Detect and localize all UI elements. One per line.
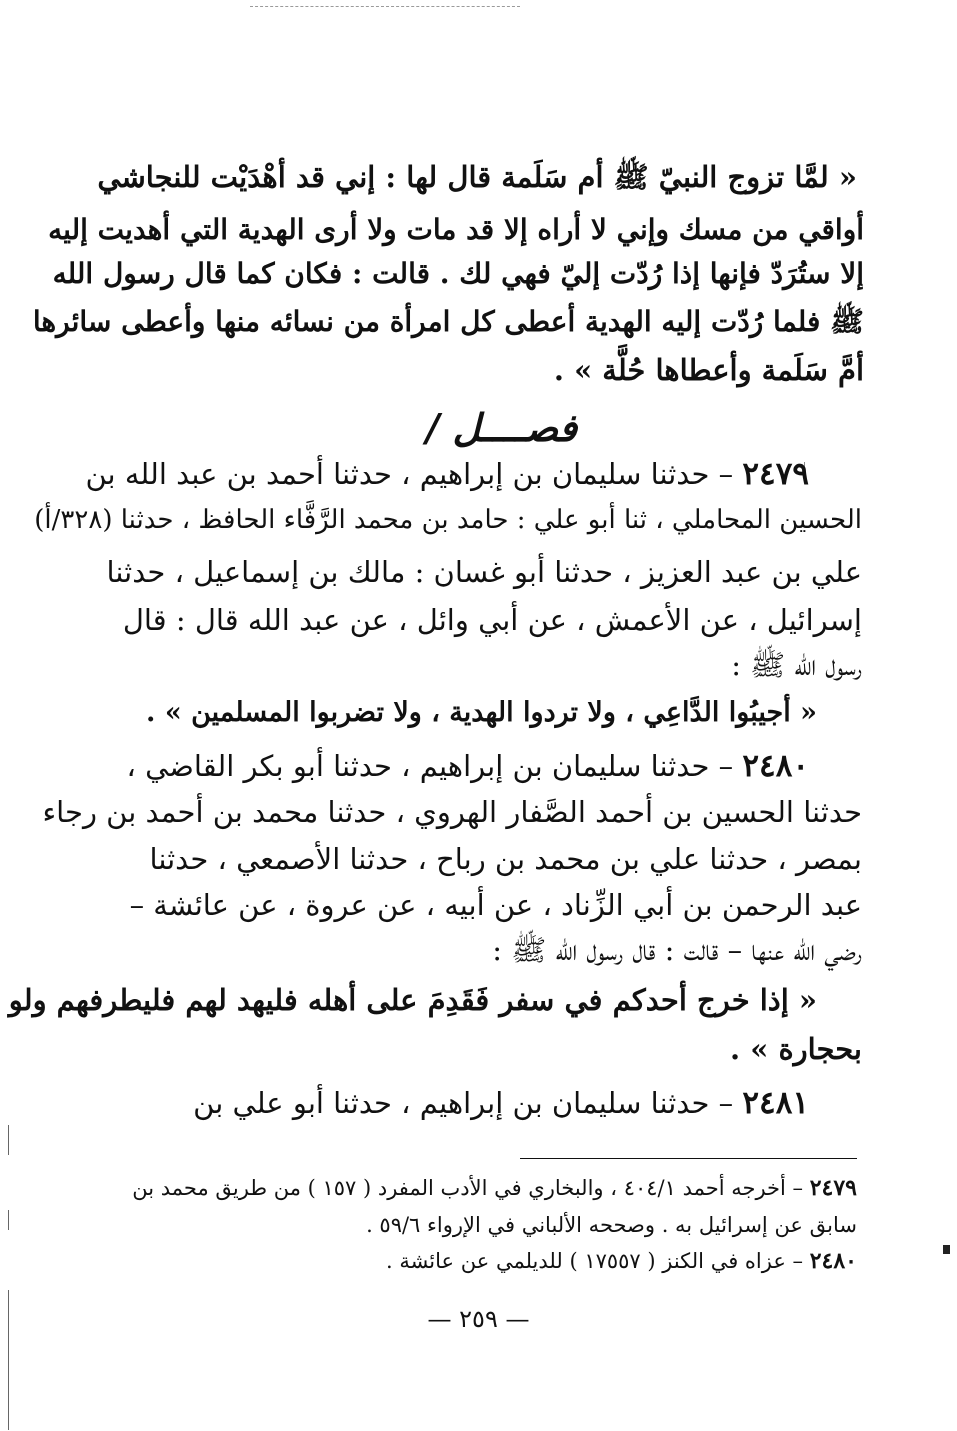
entry-number: ٢٤٨١: [742, 1085, 809, 1121]
footnote-2479-line2: سابق عن إسرائيل به . وصححه الألباني في الإرواء ٥٩/٦ .: [366, 1213, 857, 1237]
footnote-number: ٢٤٧٩: [809, 1175, 857, 1201]
footnote-separator: [520, 1158, 857, 1159]
entry-2480-first-line: [127, 748, 809, 784]
footnote-text: – عزاه في الكنز ( ١٧٥٥٧ ) للديلمي عن عائشة .: [385, 1249, 804, 1273]
hadith-line: أواقي من مسك وإني لا أراه إلا قد مات ولا أرى الهدية التي أهديت إليه: [48, 213, 864, 246]
scan-edge-line: [8, 1125, 9, 1155]
entry-line: بمصر ، حدثنا علي بن محمد بن رباح ، حدثنا الأصمعي ، حدثنا: [149, 842, 862, 876]
hadith-line: « إذا خرج أحدكم في سفر فَقَدِمَ على أهله فليهد لهم فليطرفهم ولو: [8, 983, 817, 1017]
footnote-text: – أخرجه أحمد ٤٠٤/١ ، والبخاري في الأدب المفرد ( ١٥٧ ) من طريق محمد بن: [132, 1176, 804, 1200]
hadith-line: إلا ستُرَدّ فإنها إذا رُدّت إليّ فهي لك . قالت : فكان كما قال رسول الله: [52, 257, 864, 290]
footnote-number: ٢٤٨٠: [809, 1248, 857, 1274]
entry-text: – حدثنا سليمان بن إبراهيم ، حدثنا أحمد بن عبد الله بن: [85, 457, 734, 491]
footnote-2480-line1: [386, 1248, 857, 1274]
entry-line: الحسين المحاملي ، ثنا أبو علي : حامد بن محمد الرَّفَّاء الحافظ ، حدثنا (٣٢٨/أ): [34, 505, 862, 535]
entry-line: علي بن عبد العزيز ، حدثنا أبو غسان : مالك بن إسماعيل ، حدثنا: [106, 555, 862, 589]
entry-line: رضي الله عنها – قالت : قال رسول الله ﷺ :: [492, 933, 862, 967]
hadith-line: بحجارة » .: [730, 1032, 862, 1066]
scan-mark: [943, 1245, 950, 1254]
entry-line: حدثنا الحسين بن أحمد الصَّفار الهروي ، حدثنا محمد بن أحمد بن رجاء: [42, 795, 862, 829]
hadith-line: ﷺ فلما رُدّت إليه الهدية أعطى كل امرأة من نسائه منها وأعطى سائرها: [32, 305, 864, 338]
scan-edge-line: [8, 1210, 9, 1230]
hadith-text: « أجيبُوا الدَّاعِي ، ولا تردوا الهدية ، ولا تضربوا المسلمين » .: [146, 697, 817, 728]
entry-line: رسول الله ﷺ :: [731, 648, 862, 682]
page-number: — ٢٥٩ —: [427, 1305, 530, 1333]
entry-number: ٢٤٨٠: [742, 748, 809, 784]
scan-edge-line: [8, 1290, 9, 1430]
entry-2481-first-line: [193, 1085, 809, 1121]
footnote-2479-line1: [132, 1175, 857, 1201]
entry-line: إسرائيل ، عن الأعمش ، عن أبي وائل ، عن عبد الله قال : قال: [122, 603, 862, 637]
entry-2479-first-line: [85, 456, 809, 492]
hadith-line: أمَّ سَلَمة وأعطاها حُلَّة » .: [553, 353, 864, 387]
section-heading: فصــــل /: [425, 405, 577, 450]
entry-line: عبد الرحمن بن أبي الزِّناد ، عن أبيه ، عن عروة ، عن عائشة –: [129, 888, 862, 922]
hadith-line: « لمَّا تزوج النبيّ ﷺ أم سَلَمة قال لها : إني قد أهْدَيْت للنجاشي: [97, 160, 857, 194]
top-dashed-rule: [250, 6, 520, 7]
entry-number: ٢٤٧٩: [742, 456, 809, 492]
entry-text: – حدثنا سليمان بن إبراهيم ، حدثنا أبو بكر القاضي ،: [126, 749, 734, 783]
entry-text: – حدثنا سليمان بن إبراهيم ، حدثنا أبو علي بن: [193, 1086, 734, 1120]
